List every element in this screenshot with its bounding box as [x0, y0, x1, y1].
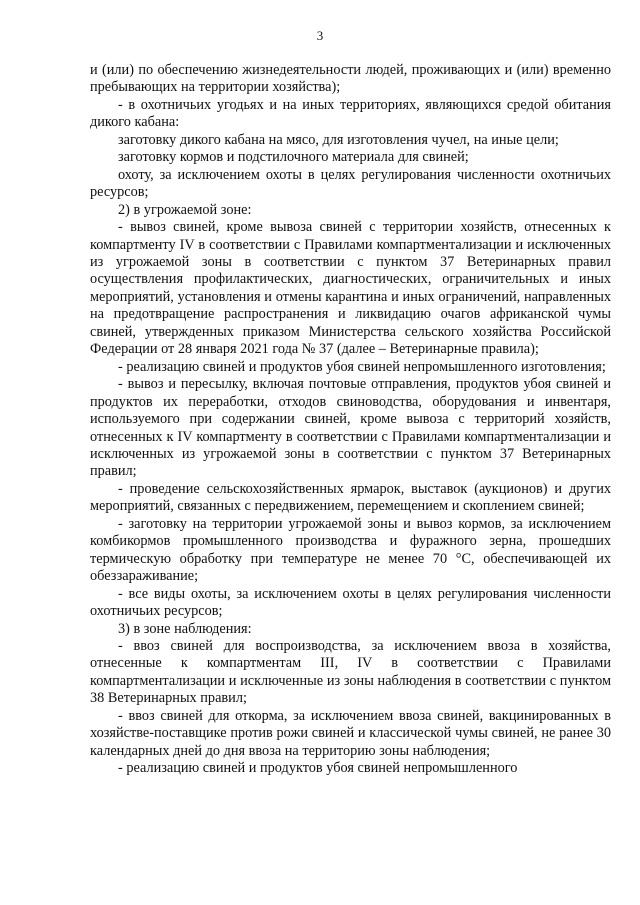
- page-number: 3: [316, 28, 324, 43]
- paragraph-16: - реализацию свиней и продуктов убоя свиней непромышленного: [118, 760, 518, 777]
- paragraph-9: - вывоз и пересылку, включая почтовые отправления, продуктов убоя свиней и продуктов их переработки, отходов свиноводства, оборудования и инвентаря, используемого при содержании свиней, кроме вывоза с территорий хозяйств, отнесенных к IV компартменту в соответствии с Правилами компартментализации и исключенных из угрожаемой зоны в соответствии с пунктом 37 Ветеринарных правил;: [90, 376, 611, 480]
- paragraph-10: - проведение сельскохозяйственных ярмарок, выставок (аукционов) и других мероприятий, связанных с передвижением, перемещением и скоплением свиней;: [90, 480, 611, 515]
- paragraph-12: - все виды охоты, за исключением охоты в целях регулирования численности охотничьих ресурсов;: [90, 585, 611, 620]
- paragraph-2: - в охотничьих угодьях и на иных территориях, являющихся средой обитания дикого кабана:: [90, 96, 611, 131]
- paragraph-14: - ввоз свиней для воспроизводства, за исключением ввоза в хозяйства, отнесенные к компартментам III, IV в соответствии с Правилами компартментализации и исключенные из зоны наблюдения в соответствии с пунктом 38 Ветеринарных правил;: [90, 637, 611, 707]
- paragraph-3: заготовку дикого кабана на мясо, для изготовления чучел, на иные цели;: [118, 131, 559, 148]
- paragraph-11: - заготовку на территории угрожаемой зоны и вывоз кормов, за исключением комбикормов промышленного производства и фуражного зерна, прошедших термическую обработку при температуре не менее 70 °С, обеспечивающей их обеззараживание;: [90, 515, 611, 585]
- paragraph-15: - ввоз свиней для откорма, за исключением ввоза свиней, вакцинированных в хозяйстве-поставщике против рожи свиней и классической чумы свиней, не ранее 30 календарных дней до дня ввоза на территорию зоны наблюдения;: [90, 707, 611, 759]
- paragraph-5: охоту, за исключением охоты в целях регулирования численности охотничьих ресурсов;: [90, 166, 611, 201]
- paragraph-7: - вывоз свиней, кроме вывоза свиней с территории хозяйств, отнесенных к компартменту IV в соответствии с Правилами компартментализации и исключенных из угрожаемой зоны в соответствии с пунктом 37 Ветеринарных правил осуществления профилактических, диагностических, ограничительных и иных мероприятий, установления и отмены карантина и иных ограничений, направленных на предотвращение распространения и ликвидацию очагов африканской чумы свиней, утвержденных приказом Министерства сельского хозяйства Российской Федерации от 28 января 2021 года № 37 (далее – Ветеринарные правила);: [90, 219, 611, 358]
- paragraph-6: 2) в угрожаемой зоне:: [118, 201, 252, 218]
- paragraph-13: 3) в зоне наблюдения:: [118, 620, 252, 637]
- paragraph-4: заготовку кормов и подстилочного материала для свиней;: [118, 149, 469, 166]
- paragraph-1: и (или) по обеспечению жизнедеятельности людей, проживающих и (или) временно пребывающих на территории хозяйства);: [90, 62, 611, 96]
- paragraph-8: - реализацию свиней и продуктов убоя свиней непромышленного изготовления;: [118, 358, 606, 375]
- document-body: [90, 62, 611, 778]
